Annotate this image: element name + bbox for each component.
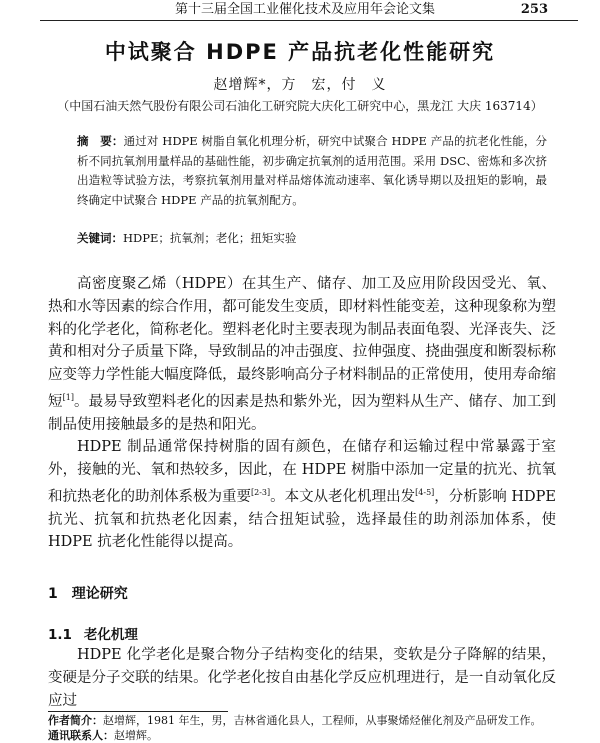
citation-2-3: [2-3] [251,488,271,497]
footnote-author-label: 作者简介： [48,714,103,727]
citation-4-5: [4-5] [415,488,435,497]
intro-p2-text-b: 。本文从老化机理出发 [270,488,416,505]
section-1-1-body [48,644,556,712]
section-1-1-paragraph: HDPE 化学老化是聚合物分子结构变化的结果，变软是分子降解的结果，变硬是分子交联的结果。化学老化按自由基化学反应机理进行，是一自动氧化反应过 [48,647,556,709]
keywords-label: 关键词： [77,231,123,245]
keywords-text: HDPE；抗氧剂；老化；扭矩实验 [123,231,297,245]
intro-paragraph-1 [48,273,556,436]
running-head [40,0,578,21]
authors: 赵增辉*，方 宏，付 义 [213,77,387,93]
footnote-contact-text: 赵增辉。 [114,729,158,742]
section-1-title: 理论研究 [71,586,128,602]
intro-p2-text-c: ，分析影响 HDPE 抗光、抗氧和抗热老化因素，结合扭矩试验，选择最佳的助剂添加体系，使 HDPE 抗老化性能得以提高。 [48,488,557,551]
section-1-1-title: 老化机理 [83,627,138,643]
intro-p2-text-a: HDPE 制品通常保持树脂的固有颜色，在储存和运输过程中常暴露于室外，接触的光、氧和热较多，因此，在 HDPE 树脂中添加一定量的抗光、抗氧和抗热老化的助剂体系极为重要 [48,439,556,505]
intro-paragraph-2 [48,436,556,554]
abstract-label: 摘 要： [77,134,124,148]
section-1-1-heading [48,623,138,643]
paper-title: 中试聚合 HDPE 产品抗老化性能研究 [104,40,496,64]
footnote [48,713,568,743]
section-1-number: 1 [48,586,58,602]
citation-1: [1] [62,392,74,402]
section-1-1-number: 1.1 [48,627,72,643]
introduction [48,273,556,554]
affiliation: （中国石油天然气股份有限公司石油化工研究院大庆化工研究中心，黑龙江 大庆 163714） [57,99,543,113]
footnote-contact-label: 通讯联系人： [48,729,114,742]
abstract [77,132,547,210]
intro-p1-text-a: 高密度聚乙烯（HDPE）在其生产、储存、加工及应用阶段因受光、氧、热和水等因素的综合作用，都可能发生变质，即材料性能变差，这种现象称为塑料的化学老化，简称老化。塑料老化时主要表现为制品表面龟裂、光泽丧失、泛黄和相对分子质量下降，导致制品的冲击强度、拉伸强度、挠曲强度和断裂标称应变等力学性能大幅度降低，最终影响高分子材料制品的正常使用，使用寿命缩短 [48,276,556,410]
running-head-title: 第十三届全国工业催化技术及应用年会论文集 [175,2,436,17]
footnote-author-text: 赵增辉，1981 年生，男，吉林省通化县人，工程师，从事聚烯烃催化剂及产品研发工作。 [103,714,542,727]
page-number: 253 [520,2,548,17]
keywords [77,229,547,248]
footnote-divider [48,711,228,712]
section-1-heading [48,583,128,603]
abstract-text: 通过对 HDPE 树脂自氧化机理分析，研究中试聚合 HDPE 产品的抗老化性能，分析不同抗氧剂用量样品的基础性能，初步确定抗氧剂的适用范围。采用 DSC、密炼和多次挤出造粒等试验方法，考察抗氧剂用量对样品熔体流动速率、氧化诱导期以及扭矩的影响，最终确定中试聚合 HDPE 产品的抗氧剂配方。 [77,134,548,207]
intro-p1-text-b: 。最易导致塑料老化的因素是热和紫外光，因为塑料从生产、储存、加工到制品使用接触最多的是热和阳光。 [48,393,556,433]
